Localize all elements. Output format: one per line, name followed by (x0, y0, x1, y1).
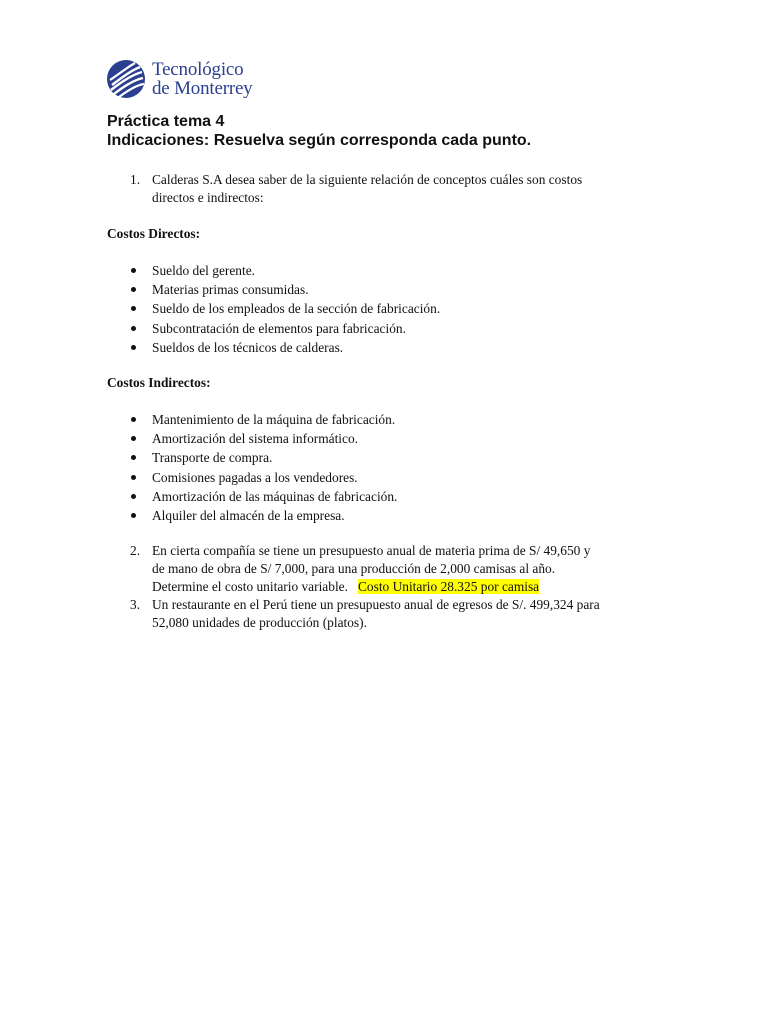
list-item: Amortización de las máquinas de fabricación. (130, 487, 397, 506)
question-3-number: 3. (130, 597, 141, 612)
costos-directos-list (130, 261, 440, 357)
list-item: Sueldos de los técnicos de calderas. (130, 338, 440, 357)
logo-line-1: Tecnológico (152, 59, 244, 80)
question-1 (130, 171, 670, 207)
question-3 (130, 596, 670, 632)
list-item: Sueldo del gerente. (130, 261, 440, 280)
question-1-number: 1. (130, 172, 141, 187)
question-3-text-line-1: Un restaurante en el Perú tiene un presupuesto anual de egresos de S/. 499,324 para (152, 597, 600, 612)
logo-wordmark (152, 60, 252, 98)
costos-indirectos-list (130, 410, 397, 525)
list-item: Mantenimiento de la máquina de fabricación. (130, 410, 397, 429)
list-item: Transporte de compra. (130, 448, 397, 467)
question-2-answer-highlight: Costo Unitario 28.325 por camisa (358, 579, 540, 594)
question-2-prompt: Determine el costo unitario variable. (152, 579, 348, 594)
question-2-text-line-2: de mano de obra de S/ 7,000, para una producción de 2,000 camisas al año. (152, 561, 556, 576)
list-item: Subcontratación de elementos para fabricación. (130, 319, 440, 338)
document-instructions: Indicaciones: Resuelva según corresponda cada punto. (107, 132, 532, 149)
document-header (107, 112, 531, 150)
list-item: Materias primas consumidas. (130, 280, 440, 299)
question-1-text-line-2: directos e indirectos: (152, 190, 264, 205)
question-1-text-line-1: Calderas S.A desea saber de la siguiente relación de conceptos cuáles son costos (152, 172, 583, 187)
logo-line-2: de Monterrey (152, 78, 253, 99)
tec-monterrey-logo-icon (106, 59, 146, 99)
document-title: Práctica tema 4 (107, 113, 225, 130)
costos-indirectos-heading: Costos Indirectos: (107, 375, 211, 390)
question-3-text-line-2: 52,080 unidades de producción (platos). (152, 615, 367, 630)
list-item: Amortización del sistema informático. (130, 429, 397, 448)
question-2-text-line-1: En cierta compañía se tiene un presupuesto anual de materia prima de S/ 49,650 y (152, 543, 591, 558)
list-item: Comisiones pagadas a los vendedores. (130, 468, 397, 487)
tec-monterrey-logo (106, 56, 252, 102)
list-item: Alquiler del almacén de la empresa. (130, 506, 397, 525)
question-2-number: 2. (130, 543, 141, 558)
costos-directos-heading: Costos Directos: (107, 226, 201, 241)
question-2 (130, 542, 670, 596)
list-item: Sueldo de los empleados de la sección de fabricación. (130, 299, 440, 318)
question-2-text-line-3 (152, 578, 670, 596)
